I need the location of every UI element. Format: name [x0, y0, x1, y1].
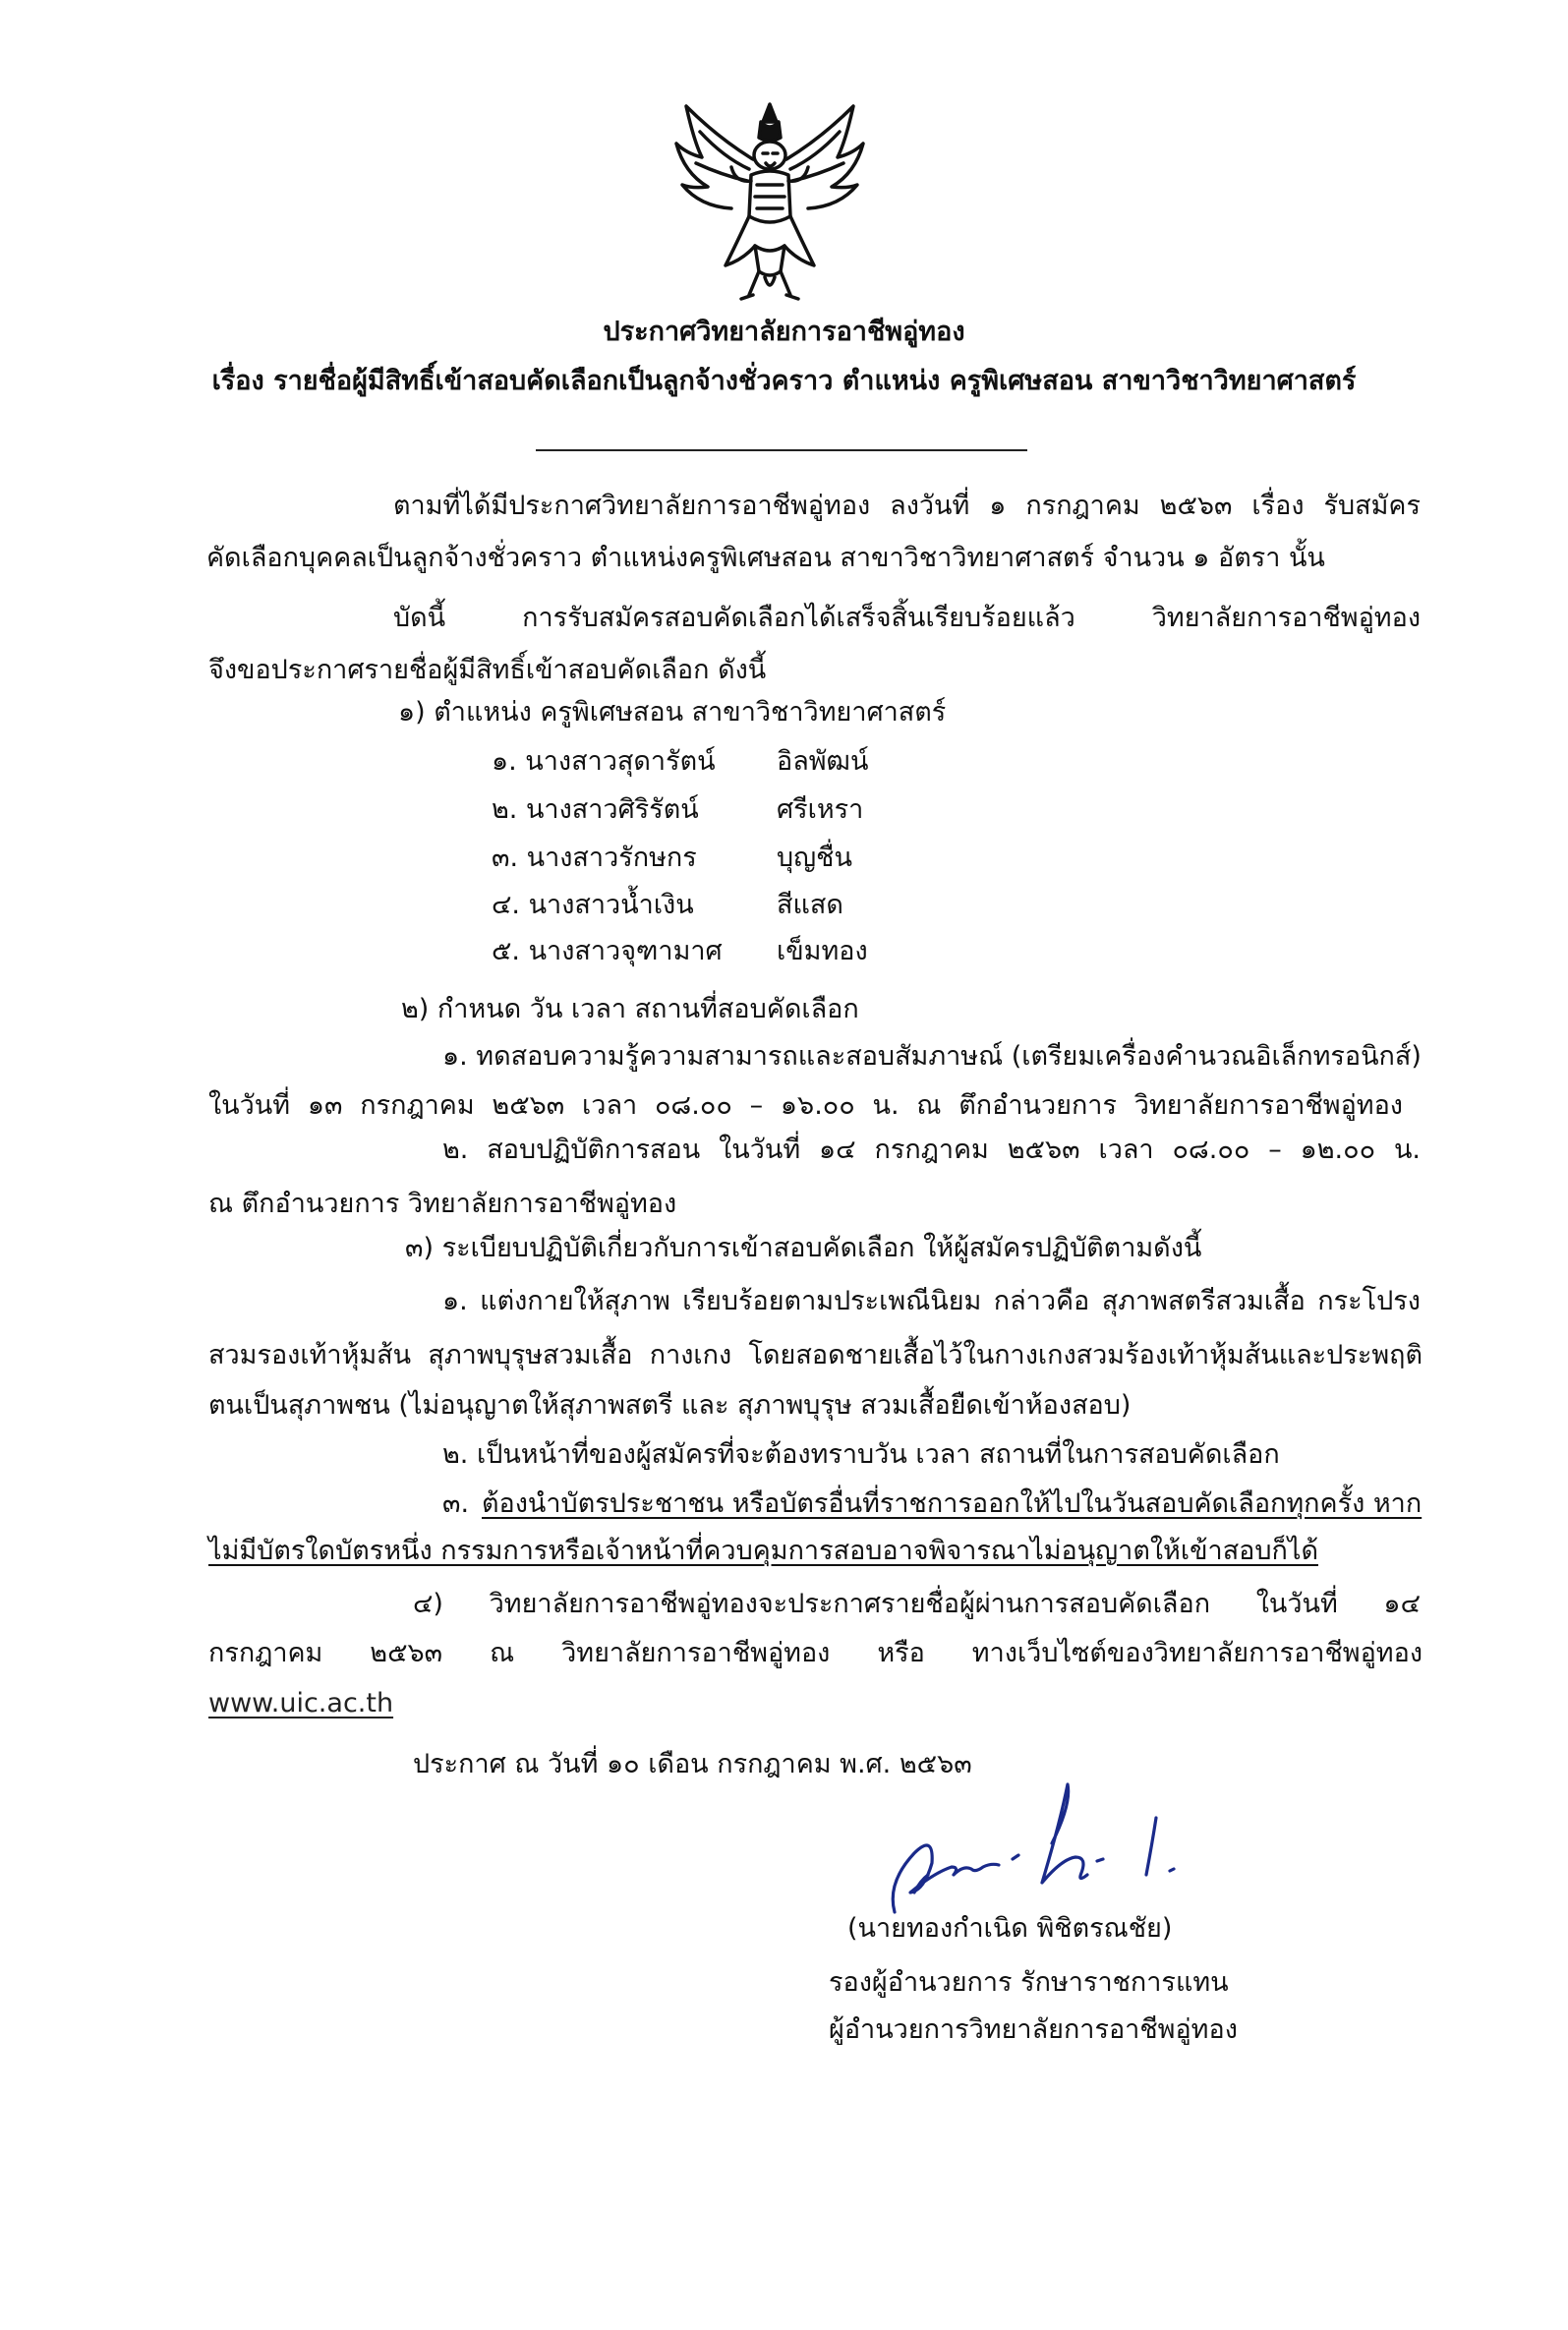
- section-3-item-1-line-2: สวมรองเท้าหุ้มส้น สุภาพบุรุษสวมเสื้อ กางเกง โดยสอดชายเสื้อไว้ในกางเกงสวมร้องเท้าหุ้มส้นและประพฤติ: [208, 1340, 1423, 1370]
- section-4-line-2: กรกฎาคม ๒๕๖๓ ณ วิทยาลัยการอาชีพอู่ทอง หรือ ทางเว็บไซต์ของวิทยาลัยการอาชีพอู่ทอง: [208, 1638, 1423, 1668]
- section-1-heading: ๑) ตำแหน่ง ครูพิเศษสอน สาขาวิชาวิทยาศาสตร์: [398, 697, 947, 728]
- section-2-item-1-line-1: ๑. ทดสอบความรู้ความสามารถและสอบสัมภาษณ์ (เตรียมเครื่องคำนวณอิเล็กทรอนิกส์): [442, 1041, 1422, 1072]
- website-link[interactable]: www.uic.ac.th: [208, 1688, 394, 1718]
- section-3-item-3-prefix: ๓.: [442, 1488, 470, 1519]
- intro-line-2: คัดเลือกบุคคลเป็นลูกจ้างชั่วคราว ตำแหน่งครูพิเศษสอน สาขาวิชาวิทยาศาสตร์ จำนวน ๑ อัตรา นั้น: [206, 543, 1325, 573]
- section-3-item-1-line-1: ๑. แต่งกายให้สุภาพ เรียบร้อยตามประเพณีนิยม กล่าวคือ สุภาพสตรีสวมเสื้อ กระโปรง: [442, 1286, 1421, 1316]
- candidate-first-name: ๑. นางสาวสุดารัตน์: [492, 746, 716, 777]
- announcement-title: ประกาศวิทยาลัยการอาชีพอู่ทอง: [603, 317, 965, 347]
- section-2-item-1-line-2: ในวันที่ ๑๓ กรกฎาคม ๒๕๖๓ เวลา ๐๘.๐๐ – ๑๖.๐๐ น. ณ ตึกอำนวยการ วิทยาลัยการอาชีพอู่ทอง: [208, 1090, 1403, 1121]
- signatory-name: (นายทองกำเนิด พิชิตรณชัย): [847, 1913, 1173, 1944]
- candidate-first-name: ๒. นางสาวศิริรัตน์: [492, 794, 699, 825]
- announcement-date: ประกาศ ณ วันที่ ๑๐ เดือน กรกฎาคม พ.ศ. ๒๕๖๓: [413, 1749, 972, 1779]
- signature-image: [875, 1765, 1209, 1922]
- announcement-subject: เรื่อง รายชื่อผู้มีสิทธิ์เข้าสอบคัดเลือกเป็นลูกจ้างชั่วคราว ตำแหน่ง ครูพิเศษสอน สาขาวิชาวิทยาศาสตร์: [211, 366, 1357, 396]
- candidate-last-name: สีแสด: [777, 890, 843, 920]
- header-divider: [536, 449, 1027, 451]
- section-2-heading: ๒) กำหนด วัน เวลา สถานที่สอบคัดเลือก: [401, 994, 859, 1024]
- section-4-line-1: ๔) วิทยาลัยการอาชีพอู่ทองจะประกาศรายชื่อผู้ผ่านการสอบคัดเลือก ในวันที่ ๑๔: [413, 1589, 1421, 1619]
- signatory-position-2: ผู้อำนวยการวิทยาลัยการอาชีพอู่ทอง: [829, 2014, 1238, 2045]
- intro-line-4: จึงขอประกาศรายชื่อผู้มีสิทธิ์เข้าสอบคัดเลือก ดังนี้: [208, 655, 767, 685]
- candidate-last-name: เข็มทอง: [777, 936, 868, 966]
- section-3-item-2: ๒. เป็นหน้าที่ของผู้สมัครที่จะต้องทราบวัน เวลา สถานที่ในการสอบคัดเลือก: [442, 1439, 1280, 1470]
- candidate-last-name: อิลพัฒน์: [777, 746, 869, 777]
- section-2-item-2-line-2: ณ ตึกอำนวยการ วิทยาลัยการอาชีพอู่ทอง: [208, 1189, 677, 1219]
- section-2-item-2-line-1: ๒. สอบปฏิบัติการสอน ในวันที่ ๑๔ กรกฎาคม ๒๕๖๓ เวลา ๐๘.๐๐ – ๑๒.๐๐ น.: [442, 1135, 1421, 1165]
- intro-line-1: ตามที่ได้มีประกาศวิทยาลัยการอาชีพอู่ทอง ลงวันที่ ๑ กรกฎาคม ๒๕๖๓ เรื่อง รับสมัคร: [393, 491, 1421, 521]
- candidate-last-name: ศรีเหรา: [777, 794, 864, 825]
- candidate-first-name: ๓. นางสาวรักษกร: [492, 843, 697, 873]
- intro-line-3: บัดนี้ การรับสมัครสอบคัดเลือกได้เสร็จสิ้นเรียบร้อยแล้ว วิทยาลัยการอาชีพอู่ทอง: [393, 603, 1421, 633]
- section-3-item-3-line-2: ไม่มีบัตรใดบัตรหนึ่ง กรรมการหรือเจ้าหน้าที่ควบคุมการสอบอาจพิจารณาไม่อนุญาตให้เข้าสอบก็ได้: [208, 1536, 1318, 1566]
- candidate-first-name: ๕. นางสาวจุฑามาศ: [492, 936, 723, 966]
- candidate-first-name: ๔. นางสาวน้ำเงิน: [492, 890, 694, 920]
- section-3-heading: ๓) ระเบียบปฏิบัติเกี่ยวกับการเข้าสอบคัดเลือก ให้ผู้สมัครปฏิบัติตามดังนี้: [405, 1233, 1202, 1263]
- candidate-last-name: บุญชื่น: [777, 843, 852, 873]
- garuda-emblem-icon: [667, 98, 873, 303]
- signatory-position-1: รองผู้อำนวยการ รักษาราชการแทน: [829, 1967, 1229, 1998]
- section-3-item-1-line-3: ตนเป็นสุภาพชน (ไม่อนุญาตให้สุภาพสตรี และ สุภาพบุรุษ สวมเสื้อยืดเข้าห้องสอบ): [208, 1390, 1132, 1421]
- section-3-item-3-line-1: ต้องนำบัตรประชาชน หรือบัตรอื่นที่ราชการออกให้ไปในวันสอบคัดเลือกทุกครั้ง หาก: [482, 1488, 1423, 1519]
